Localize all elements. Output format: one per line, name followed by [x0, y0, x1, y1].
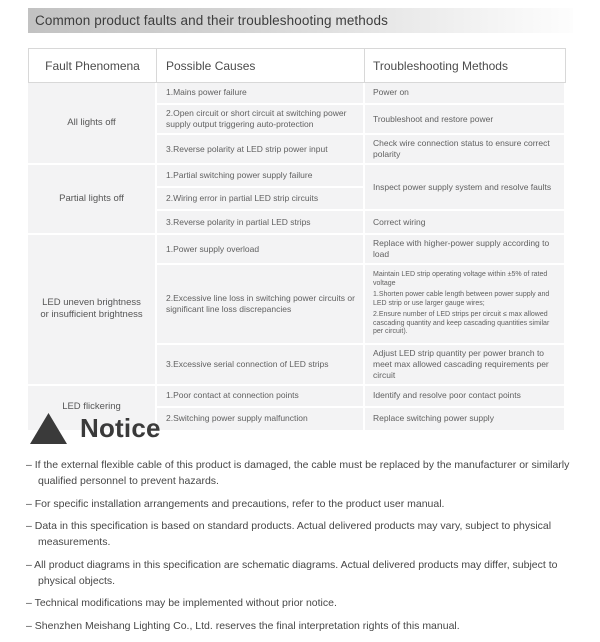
- table-row: [28, 235, 566, 265]
- method-line: Maintain LED strip operating voltage within ±5% of rated voltage: [373, 270, 548, 287]
- page-title: Common product faults and their troubleshooting methods: [35, 13, 388, 28]
- cause-cell: 1.Poor contact at connection points: [157, 386, 365, 408]
- method-cell: Correct wiring: [365, 211, 566, 235]
- cause-cell: 2.Switching power supply malfunction: [157, 408, 365, 432]
- fault-cell-partial-lights-off: Partial lights off: [28, 165, 157, 235]
- method-cell-dense: [365, 265, 566, 344]
- col-header-fault-phenomena: Fault Phenomena: [28, 48, 157, 83]
- section-title-bar: [28, 8, 573, 33]
- table-header-row: [28, 48, 566, 83]
- notice-item: – Data in this specification is based on standard products. Actual delivered products may vary, subject to physical measurements.: [26, 520, 552, 548]
- cause-cell: 1.Partial switching power supply failure: [157, 165, 365, 188]
- notice-list: [26, 458, 578, 642]
- table-row: [28, 165, 566, 188]
- method-cell: Replace switching power supply: [365, 408, 566, 432]
- notice-item: – If the external flexible cable of this product is damaged, the cable must be replaced by the manufacturer or similarly qualified personnel to prevent hazards.: [26, 459, 570, 487]
- method-cell: Troubleshoot and restore power: [365, 105, 566, 135]
- method-cell: Identify and resolve poor contact points: [365, 386, 566, 408]
- notice-item: – Technical modifications may be implemented without prior notice.: [26, 597, 337, 610]
- fault-cell-led-uneven-brightness: LED uneven brightness or insufficient brightness: [28, 235, 157, 385]
- cause-cell: 3.Excessive serial connection of LED strips: [157, 345, 365, 386]
- method-cell: Replace with higher-power supply according to load: [365, 235, 566, 265]
- warning-triangle-icon: [30, 413, 67, 444]
- notice-item: – All product diagrams in this specification are schematic diagrams. Actual delivered products may differ, subject to physical objects.: [26, 558, 558, 587]
- cause-cell: 2.Wiring error in partial LED strip circuits: [157, 188, 365, 211]
- fault-cell-all-lights-off: All lights off: [28, 83, 157, 165]
- col-header-possible-causes: Possible Causes: [157, 48, 365, 83]
- notice-heading: Notice: [80, 412, 161, 443]
- method-cell-merged: Inspect power supply system and resolve faults: [365, 165, 566, 211]
- fault-cell-led-flickering: LED flickering: [28, 386, 157, 432]
- col-header-troubleshooting-methods: Troubleshooting Methods: [365, 48, 566, 83]
- table-row: [28, 386, 566, 408]
- cause-cell: 3.Reverse polarity in partial LED strips: [157, 211, 365, 235]
- method-cell: Power on: [365, 83, 566, 105]
- method-cell: Adjust LED strip quantity per power branch to meet max allowed cascading requirements per circuit: [365, 345, 566, 386]
- fault-table: [28, 48, 566, 432]
- cause-cell: 3.Reverse polarity at LED strip power input: [157, 135, 365, 165]
- method-cell: Check wire connection status to ensure correct polarity: [365, 135, 566, 165]
- cause-cell: 1.Mains power failure: [157, 83, 365, 105]
- method-line: 2.Ensure number of LED strips per circuit ≤ max allowed cascading quantity and keep cascading quantities similar per circuit).: [373, 310, 550, 336]
- cause-cell: 2.Excessive line loss in switching power circuits or significant line loss discrepancies: [157, 265, 365, 344]
- table-row: [28, 83, 566, 105]
- cause-cell: 1.Power supply overload: [157, 235, 365, 265]
- notice-item: – Shenzhen Meishang Lighting Co., Ltd. reserves the final interpretation rights of this manual.: [26, 620, 460, 632]
- method-line: 1.Shorten power cable length between power supply and LED strip or use larger gauge wires;: [373, 290, 550, 307]
- cause-cell: 2.Open circuit or short circuit at switching power supply output triggering auto-protection: [157, 105, 365, 135]
- notice-header: [30, 410, 161, 446]
- notice-item: – For specific installation arrangements and precautions, refer to the product user manual.: [26, 497, 445, 510]
